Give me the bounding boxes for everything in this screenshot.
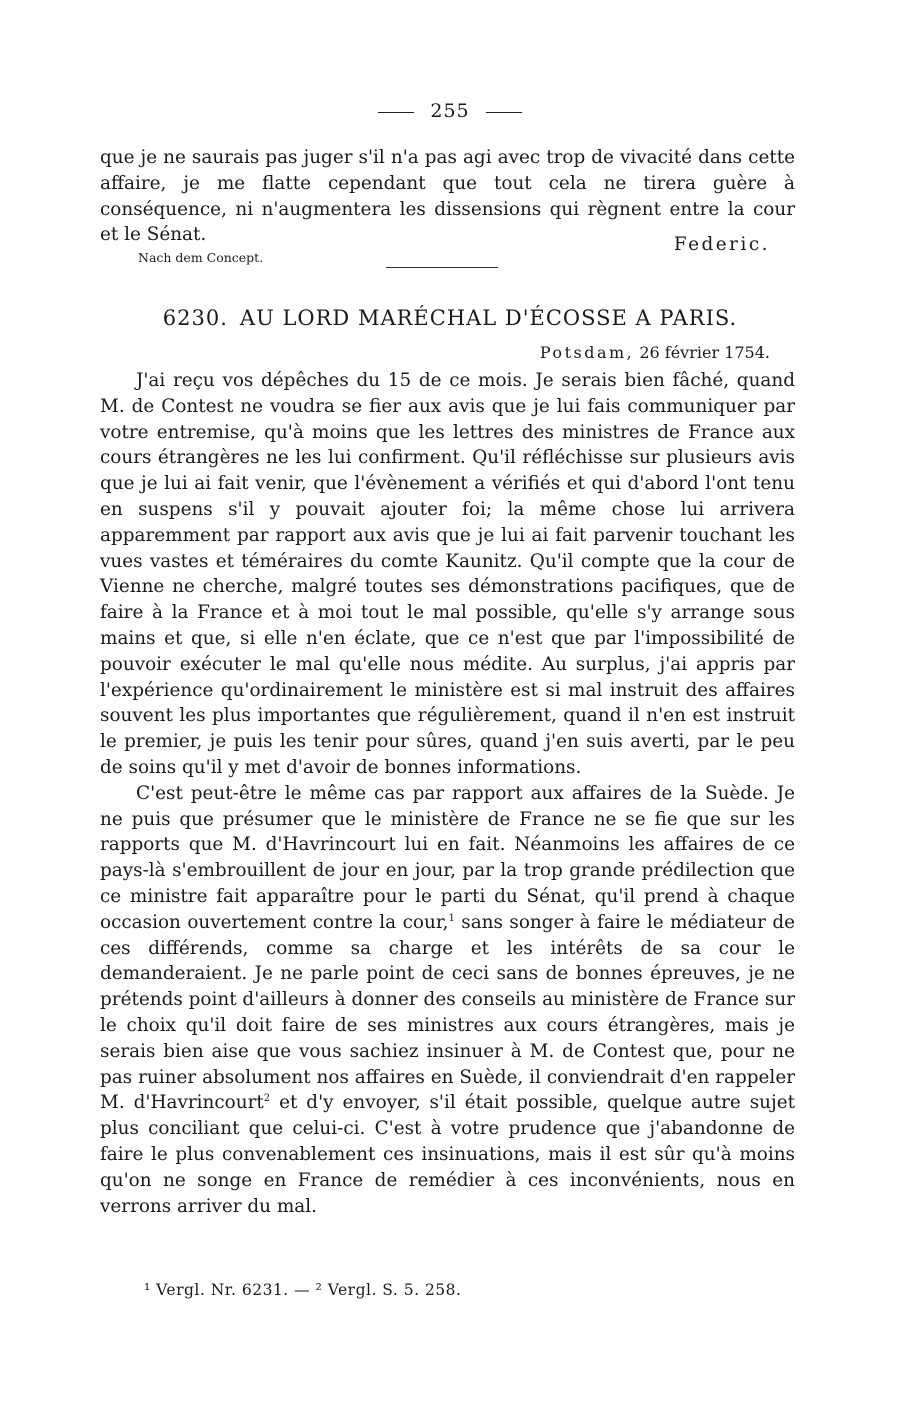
letter-heading [0, 306, 900, 330]
letter-paragraph-2 [100, 781, 795, 1220]
section-separator [386, 267, 498, 268]
page-number-value: 255 [430, 100, 470, 122]
dateline-date: 26 février 1754. [639, 343, 770, 362]
letter-title: AU LORD MARÉCHAL D'ÉCOSSE A PARIS. [239, 306, 738, 330]
letter-number: 6230. [162, 306, 228, 330]
footnote-ref-1: 1 [448, 912, 455, 924]
letter-paragraph-2-part-1: C'est peut-être le même cas par rapport aux affaires de la Suède. Je ne puis que présumer que le ministère de France ne se fie que sur les rapports que M. d'Havrincourt lui en fait. Néanmoins les affaires de ce pays-là s'embrouillent de jour en jour, par la trop grande prédilection que ce ministre fait apparaître pour le parti du Sénat, qu'il prend à chaque occasion ouvertement contre la cour, [100, 782, 795, 933]
page-number-left-dash [378, 112, 414, 113]
source-note: Nach dem Concept. [138, 250, 264, 265]
letter-body [100, 368, 795, 1219]
footnote-ref-2: 2 [263, 1093, 271, 1105]
page-number-right-dash [486, 112, 522, 113]
footnotes: ¹ Vergl. Nr. 6231. — ² Vergl. S. 5. 258. [144, 1281, 462, 1299]
letter-paragraph-2-part-2: sans songer à faire le médiateur de ces différends, comme sa charge et les intérêts de sa cour le demanderaient. Je ne parle point de ceci sans de bonnes épreuves, je ne prétends point d'ailleurs à donner des conseils au ministère de France sur le choix qu'il doit faire de ses ministres aux cours étrangères, mais je serais bien aise que vous sachiez insinuer à M. de Contest que, pour ne pas ruiner absolument nos affaires en Suède, il conviendrait d'en rappeler M. d'Havrincourt [100, 911, 795, 1114]
letter-paragraph-1: J'ai reçu vos dépêches du 15 de ce mois. Je serais bien fâché, quand M. de Contest ne voudra se fier aux avis que je lui fais communiquer par votre entremise, qu'à moins que les lettres des ministres de France aux cours étrangères ne les lui confirment. Qu'il réfléchisse sur plusieurs avis que je lui ai fait venir, que l'évènement a vérifiés et qui d'abord l'ont tenu en suspens s'il y pouvait ajouter foi; la même chose lui arrivera apparemment par rapport aux avis que je lui ai fait parvenir touchant les vues vastes et téméraires du comte Kaunitz. Qu'il compte que la cour de Vienne ne cherche, malgré toutes ses démonstrations pacifiques, que de faire à la France et à moi tout le mal possible, qu'elle s'y arrange sous mains et que, si elle n'en éclate, que ce n'est que par l'impossibilité de pouvoir exécuter le mal qu'elle nous médite. Au surplus, j'ai appris par l'expérience qu'ordinairement le ministère est si mal instruit des affaires souvent les plus importantes que régulièrement, quand il n'en est instruit le premier, je puis les tenir pour sûres, quand j'en suis averti, par le peu de soins qu'il y met d'avoir de bonnes informations. [100, 370, 795, 778]
dateline-place: Potsdam, [539, 343, 635, 362]
letter-paragraph-2-part-3: et d'y envoyer, s'il était possible, quelque autre sujet plus conciliant que celui-ci. C'est à votre prudence que j'abandonne de faire le plus convenablement ces insinuations, mais il est sûr qu'à moins qu'on ne songe en France de remédier à ces inconvénients, nous en verrons arriver du mal. [100, 1092, 795, 1217]
previous-letter-closing [100, 145, 795, 248]
signature: Federic. [673, 234, 770, 255]
previous-letter-text: que je ne saurais pas juger s'il n'a pas agi avec trop de vivacité dans cette affaire, je me flatte cependant que tout cela ne tirera guère à conséquence, ni n'augmentera les dissensions qui règnent entre la cour et le Sénat. [100, 147, 795, 246]
dateline [540, 343, 770, 362]
page-number [0, 100, 900, 122]
